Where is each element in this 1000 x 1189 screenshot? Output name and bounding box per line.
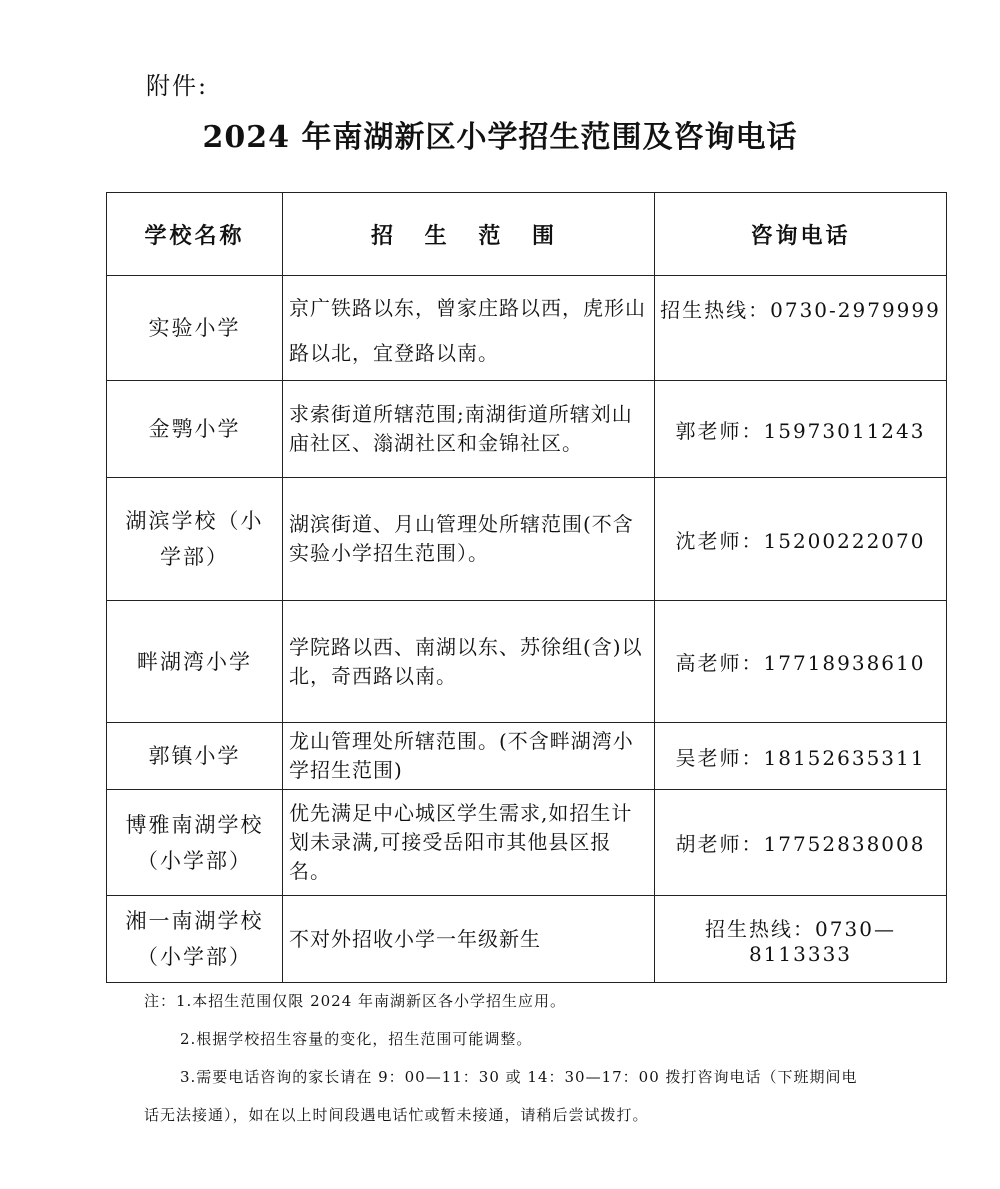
school-name: 畔湖湾小学 [107, 601, 283, 723]
enrollment-scope: 优先满足中心城区学生需求,如招生计划未录满,可接受岳阳市其他县区报名。 [283, 790, 655, 896]
enrollment-scope: 求索街道所辖范围;南湖街道所辖刘山庙社区、滃湖社区和金锦社区。 [283, 381, 655, 478]
table-header-row [107, 193, 947, 276]
school-name: 博雅南湖学校（小学部） [107, 790, 283, 896]
contact-phone: 招生热线：0730—8113333 [655, 896, 947, 983]
table-row [107, 790, 947, 896]
contact-phone: 吴老师：18152635311 [655, 723, 947, 790]
attachment-label: 附件: [146, 72, 209, 100]
table-row [107, 276, 947, 381]
enrollment-scope: 龙山管理处所辖范围。(不含畔湖湾小学招生范围) [283, 723, 655, 790]
note-item: 2.根据学校招生容量的变化，招生范围可能调整。 [180, 1030, 533, 1048]
enrollment-scope: 学院路以西、南湖以东、苏徐组(含)以北，奇西路以南。 [283, 601, 655, 723]
notes [144, 982, 864, 1134]
column-header-phone: 咨询电话 [655, 193, 947, 276]
enrollment-table [106, 192, 947, 983]
contact-phone: 胡老师：17752838008 [655, 790, 947, 896]
column-header-school: 学校名称 [107, 193, 283, 276]
enrollment-scope: 京广铁路以东，曾家庄路以西，虎形山路以北，宜登路以南。 [283, 276, 655, 381]
enrollment-scope: 不对外招收小学一年级新生 [283, 896, 655, 983]
contact-phone: 郭老师：15973011243 [655, 381, 947, 478]
table-row [107, 723, 947, 790]
school-name: 郭镇小学 [107, 723, 283, 790]
contact-phone: 招生热线：0730-2979999 [655, 276, 947, 381]
table-row [107, 381, 947, 478]
column-header-scope: 招 生 范 围 [283, 193, 655, 276]
enrollment-scope: 湖滨街道、月山管理处所辖范围(不含实验小学招生范围）。 [283, 478, 655, 601]
table-row [107, 478, 947, 601]
contact-phone: 沈老师：15200222070 [655, 478, 947, 601]
school-name: 实验小学 [107, 276, 283, 381]
table-row [107, 601, 947, 723]
school-name: 湘一南湖学校（小学部） [107, 896, 283, 983]
note-item: 3.需要电话咨询的家长请在 9：00—11：30 或 14：30—17：00 拨打咨询电话（下班期间电话无法接通），如在以上时间段遇电话忙或暂未接通，请稍后尝试拨打。 [144, 1068, 858, 1124]
school-name: 湖滨学校（小学部） [107, 478, 283, 601]
table-row [107, 896, 947, 983]
school-name: 金鹗小学 [107, 381, 283, 478]
note-item: 注：1.本招生范围仅限 2024 年南湖新区各小学招生应用。 [144, 992, 567, 1010]
page-title: 2024 年南湖新区小学招生范围及咨询电话 [202, 120, 798, 155]
contact-phone: 高老师：17718938610 [655, 601, 947, 723]
